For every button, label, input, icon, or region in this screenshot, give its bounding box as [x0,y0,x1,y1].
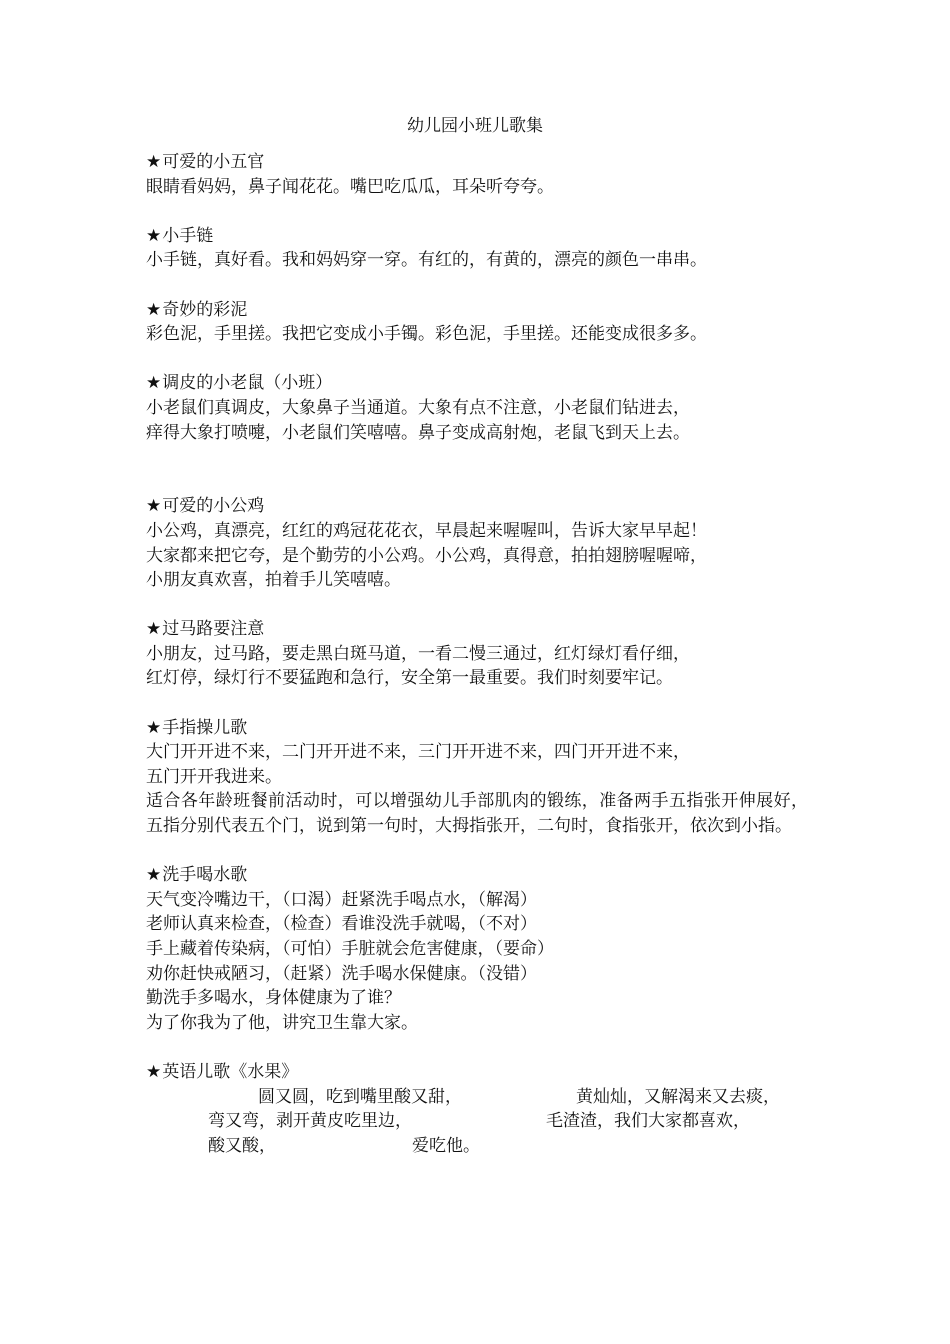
fruit-verse-right: 毛渣渣，我们大家都喜欢， [546,1111,750,1132]
poem-english-fruit [146,1060,826,1158]
star-icon: ★ [146,152,162,172]
poem-little-rooster [146,494,826,592]
fruit-row [146,1085,826,1110]
star-icon: ★ [146,717,162,738]
poem-line: 痒得大象打喷嚏，小老鼠们笑嘻嘻。鼻子变成高射炮，老鼠飞到天上去。 [146,422,690,443]
poem-heading: ★可爱的小五官 [146,152,265,172]
poem-line: 小老鼠们真调皮，大象鼻子当通道。大象有点不注意，小老鼠们钻进去， [146,397,690,418]
poem-line: 大家都来把它夸，是个勤劳的小公鸡。小公鸡，真得意，拍拍翅膀喔喔啼， [146,545,707,566]
fruit-verse-right: 黄灿灿，又解渴来又去痰， [576,1086,780,1107]
poem-line: 为了你我为了他，讲究卫生靠大家。 [146,1012,418,1033]
poem-line: 天气变冷嘴边干，（口渴）赶紧洗手喝点水，（解渴） [146,889,537,910]
poem-line: 小手链，真好看。我和妈妈穿一穿。有红的，有黄的，漂亮的颜色一串串。 [146,250,707,271]
poem-heading: ★洗手喝水歌 [146,865,248,886]
poem-line: 小朋友真欢喜，拍着手儿笑嘻嘻。 [146,570,401,591]
poem-heading: ★小手链 [146,225,214,246]
star-icon: ★ [146,225,162,246]
star-icon: ★ [146,299,162,320]
poem-little-bracelet [146,224,826,273]
poem-wash-hands-drink-water [146,863,826,1035]
poem-line: 手上藏着传染病，（可怕）手脏就会危害健康，（要命） [146,939,554,959]
poem-finger-exercise [146,716,826,839]
star-icon: ★ [146,373,162,394]
poem-cute-facial-features [146,150,826,199]
poem-naughty-mouse [146,371,826,445]
poem-line: 劝你赶快戒陋习，（赶紧）洗手喝水保健康。（没错） [146,963,537,984]
poem-note: 适合各年龄班餐前活动时，可以增强幼儿手部肌肉的锻练，准备两手五指张开伸展好，五指分别代表五个门，说到第一句时，大拇指张开，二句时，食指张开，依次到小指。 [146,791,808,837]
poem-heading: ★手指操儿歌 [146,717,248,738]
poem-heading: ★过马路要注意 [146,619,265,640]
poem-line: 小朋友，过马路，要走黑白斑马道，一看二慢三通过，红灯绿灯看仔细， [146,643,690,664]
poem-road-safety [146,617,826,691]
poem-heading: ★奇妙的彩泥 [146,299,248,320]
fruit-verse-left: 弯又弯，剥开黄皮吃里边， [208,1111,412,1132]
poem-list [146,150,826,1183]
fruit-verse-right: 爱吃他。 [412,1135,480,1156]
star-icon: ★ [146,496,162,517]
fruit-verse-left: 酸又酸， [208,1135,276,1156]
poem-heading: ★英语儿歌《水果》 [146,1061,299,1082]
poem-line: 勤洗手多喝水，身体健康为了谁？ [146,988,401,1009]
page-title: 幼儿园小班儿歌集 [407,116,543,136]
poem-line: 红灯停，绿灯行不要猛跑和急行，安全第一最重要。我们时刻要牢记。 [146,668,673,689]
poem-line: 小公鸡，真漂亮，红红的鸡冠花花衣，早晨起来喔喔叫，告诉大家早早起！ [146,520,707,541]
poem-line: 大门开开进不来，二门开开进不来，三门开开进不来，四门开开进不来， [146,742,690,763]
poem-heading: ★调皮的小老鼠（小班） [146,373,333,394]
poem-line: 眼睛看妈妈，鼻子闻花花。嘴巴吃瓜瓜，耳朵听夸夸。 [146,176,554,197]
poem-line: 五门开开我进来。 [146,766,282,787]
poem-line: 彩色泥，手里搓。我把它变成小手镯。彩色泥，手里搓。还能变成很多多。 [146,324,707,345]
poem-line: 老师认真来检查，（检查）看谁没洗手就喝，（不对） [146,914,537,935]
star-icon: ★ [146,865,162,886]
poem-magic-clay [146,298,826,347]
poem-heading: ★可爱的小公鸡 [146,496,265,517]
fruit-verse-left: 圆又圆，吃到嘴里酸又甜， [258,1086,462,1107]
fruit-row [146,1134,826,1159]
star-icon: ★ [146,1061,162,1082]
star-icon: ★ [146,619,162,640]
fruit-row [146,1109,826,1134]
